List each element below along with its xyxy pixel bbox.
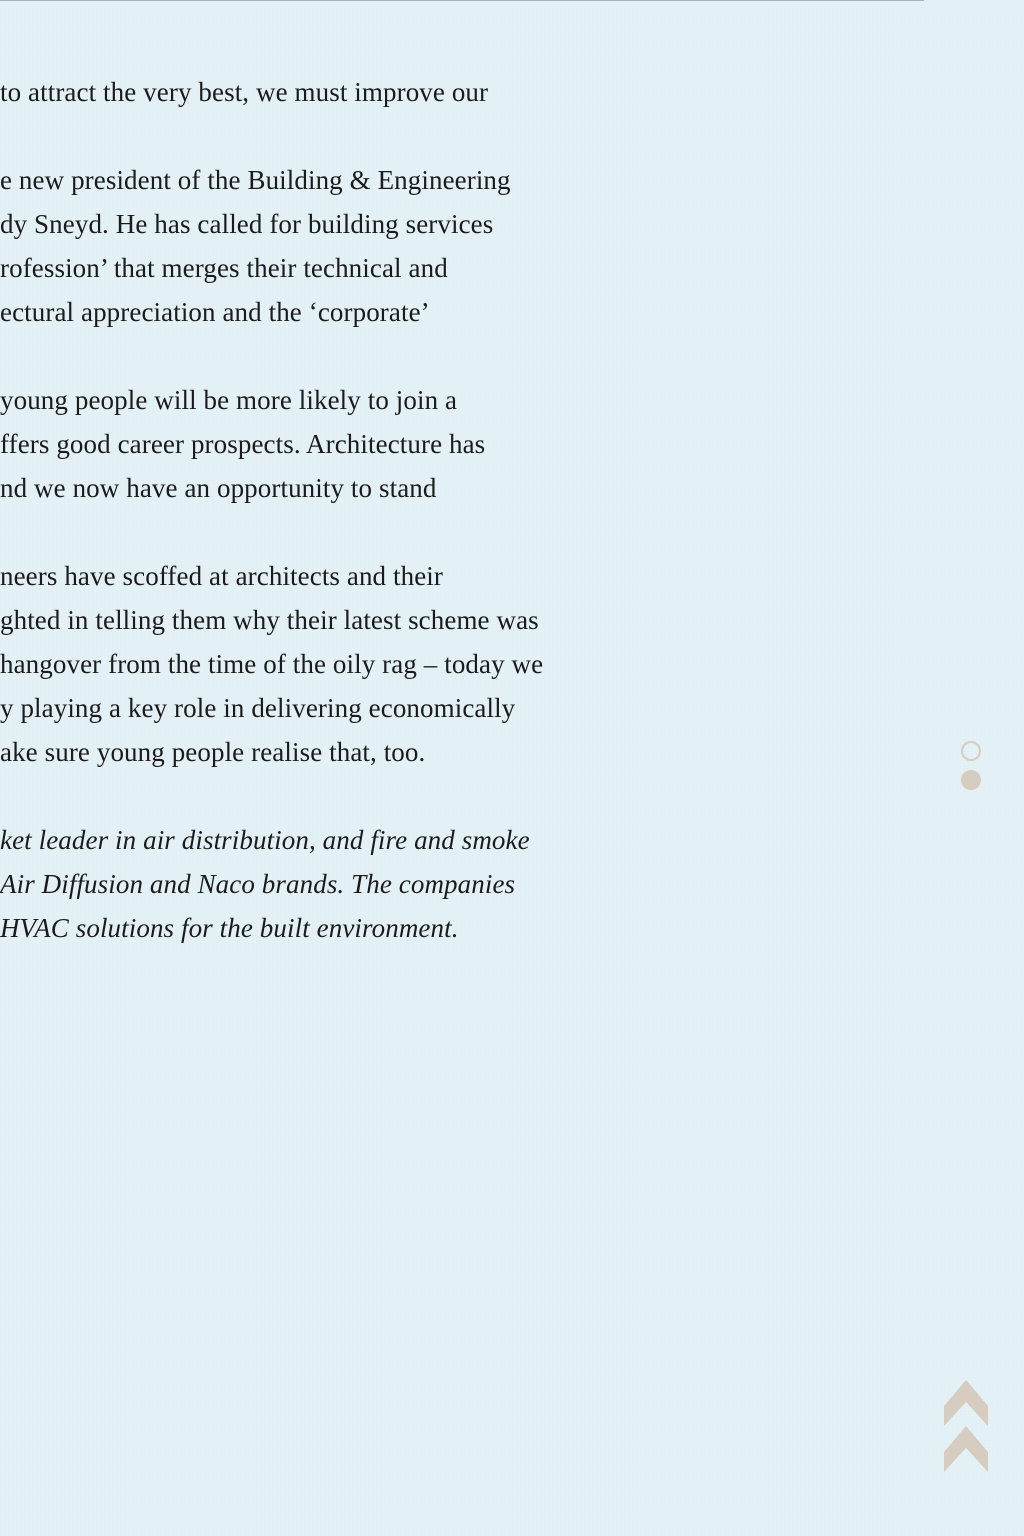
article-body <box>0 70 680 994</box>
text-line: nd we now have an opportunity to stand <box>0 473 437 503</box>
double-chevron-up-icon <box>942 1378 990 1474</box>
text-line: ghted in telling them why their latest scheme was <box>0 605 539 635</box>
text-line: ffers good career prospects. Architecture has <box>0 429 486 459</box>
text-line: y playing a key role in delivering economically <box>0 693 516 723</box>
text-line: young people will be more likely to join a <box>0 385 458 415</box>
top-divider <box>0 0 924 1</box>
paragraph-3 <box>0 378 680 510</box>
paragraph-2 <box>0 158 680 334</box>
text-line: neers have scoffed at architects and their <box>0 561 443 591</box>
text-line: to attract the very best, we must improve our <box>0 77 489 107</box>
text-line: rofession’ that merges their technical and <box>0 253 448 283</box>
text-line: e new president of the Building & Engineering <box>0 165 511 195</box>
footnote-line: HVAC solutions for the built environment. <box>0 913 459 943</box>
paragraph-4 <box>0 554 680 774</box>
back-to-top-button[interactable] <box>942 1378 990 1474</box>
footnote-line: Air Diffusion and Naco brands. The companies <box>0 869 516 899</box>
footnote-line: ket leader in air distribution, and fire and smoke <box>0 825 530 855</box>
page-indicator <box>961 741 985 799</box>
text-line: hangover from the time of the oily rag – today we <box>0 649 544 679</box>
text-line: ectural appreciation and the ‘corporate’ <box>0 297 430 327</box>
text-line: dy Sneyd. He has called for building services <box>0 209 494 239</box>
page-dot-1[interactable] <box>961 741 981 761</box>
footnote <box>0 818 680 950</box>
text-line: ake sure young people realise that, too. <box>0 737 426 767</box>
paragraph-1 <box>0 70 680 114</box>
page-dot-2-active[interactable] <box>961 770 981 790</box>
